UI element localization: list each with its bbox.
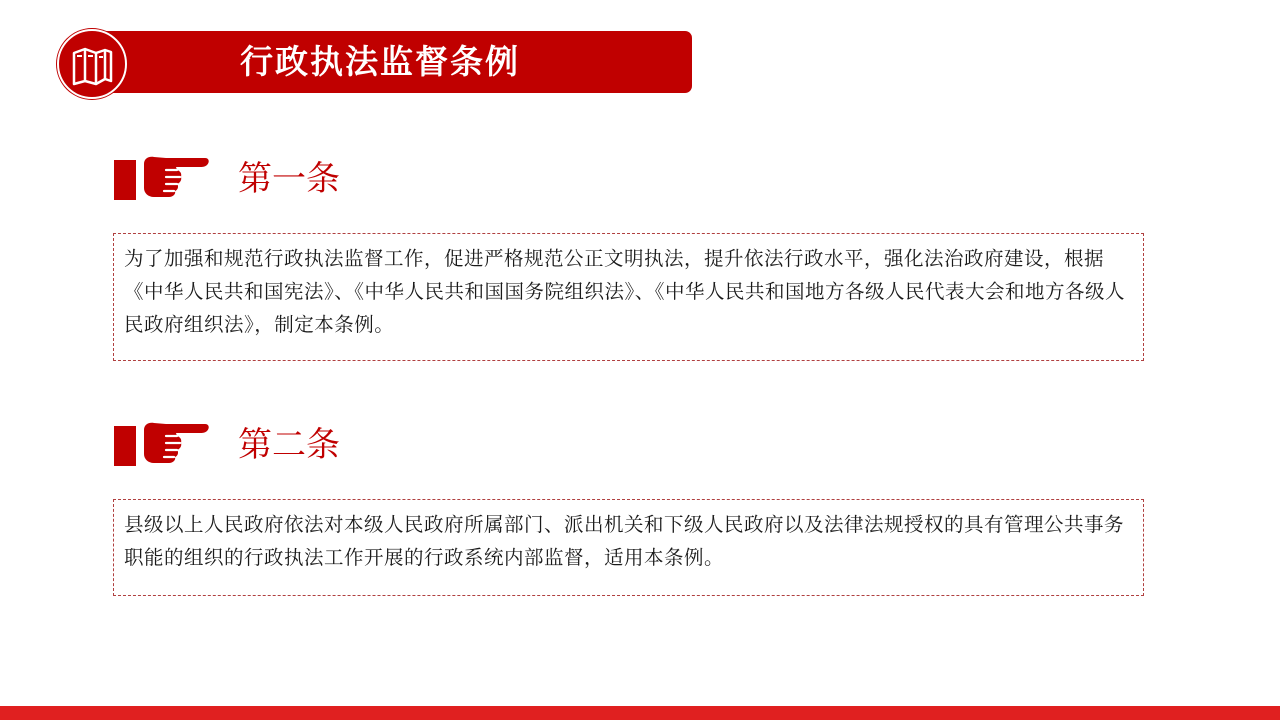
pointing-hand-icon [114,420,210,470]
logo [57,29,127,99]
section-1-content-box [113,233,1144,361]
books-icon [59,31,125,97]
section-1-text: 为了加强和规范行政执法监督工作，促进严格规范公正文明执法，提升依法行政水平，强化法治政府建设，根据《中华人民共和国宪法》、《中华人民共和国国务院组织法》、《中华人民共和国地方各级人民代表大会和地方各级人民政府组织法》，制定本条例。 [124,247,1126,336]
section-2-heading: 第二条 [238,425,340,465]
section-2-content-box [113,499,1144,596]
section-1-heading: 第一条 [238,159,340,199]
page-title: 行政执法监督条例 [240,42,520,81]
section-2-text: 县级以上人民政府依法对本级人民政府所属部门、派出机关和下级人民政府以及法律法规授权的具有管理公共事务职能的组织的行政执法工作开展的行政系统内部监督，适用本条例。 [124,513,1125,569]
pointing-hand-icon [114,154,210,204]
bottom-bar [0,706,1280,720]
